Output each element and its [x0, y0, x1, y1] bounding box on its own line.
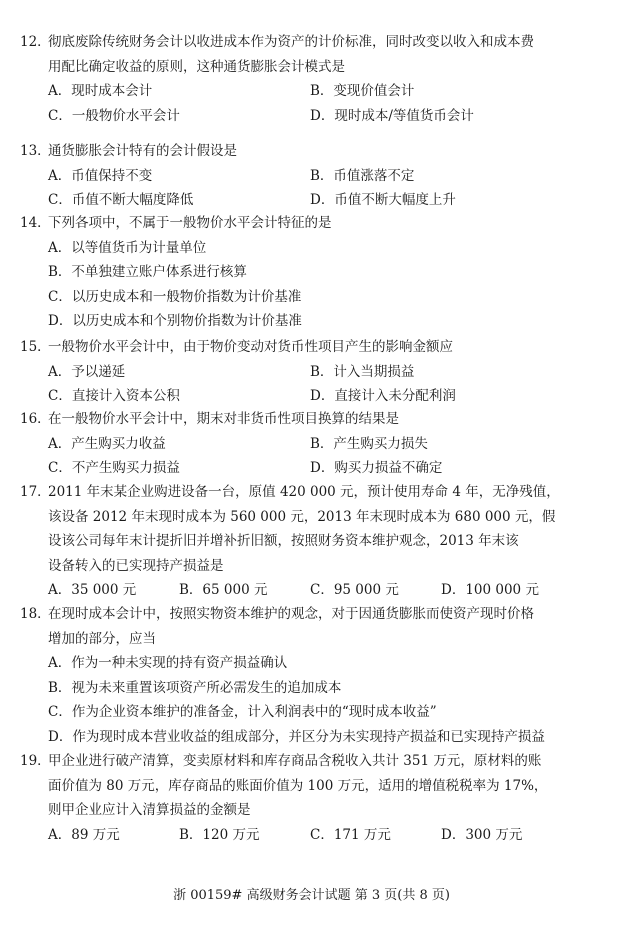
question-text: 设备转入的已实现持产损益是 [48, 557, 224, 574]
option-row [20, 725, 593, 750]
question-stem-continued [20, 798, 593, 823]
option-row [20, 432, 593, 457]
answer-option-d: D．直接计入未分配利润 [310, 388, 456, 404]
question-number: 14． [20, 215, 51, 231]
answer-option-c: C．一般物价水平会计 [48, 107, 180, 124]
answer-option-a: A．35 000 元 [48, 582, 137, 598]
answer-option-b: B．币值涨落不定 [310, 167, 415, 184]
question-number: 18． [20, 606, 51, 622]
question-text: 一般物价水平会计中，由于物价变动对货币性项目产生的影响金额应 [48, 339, 453, 355]
question-text: 面价值为 80 万元，库存商品的账面价值为 100 万元，适用的增值税税率为 17%， [48, 777, 548, 794]
answer-option-d: D．以历史成本和个别物价指数为计价基准 [48, 313, 302, 329]
question-text: 2011 年末某企业购进设备一台，原值 420 000 元，预计使用寿命 4 年，无净残值， [48, 484, 560, 500]
option-row [20, 79, 593, 104]
option-row [20, 823, 593, 848]
question-number: 19． [20, 753, 51, 769]
option-row [20, 360, 593, 385]
answer-option-c: C．171 万元 [310, 826, 391, 843]
option-row [20, 456, 593, 481]
question-stem-continued [20, 554, 593, 579]
answer-option-a: A．89 万元 [48, 826, 120, 843]
question-stem [20, 407, 593, 432]
answer-option-a: A．以等值货币为计量单位 [48, 239, 207, 256]
answer-option-d: D．购买力损益不确定 [310, 460, 443, 476]
question-text: 在一般物价水平会计中，期末对非货币性项目换算的结果是 [48, 411, 399, 427]
answer-option-b: B．不单独建立账户体系进行核算 [48, 264, 247, 280]
answer-option-a: A．现时成本会计 [48, 83, 153, 99]
answer-option-c: C．95 000 元 [310, 582, 399, 598]
option-row [20, 651, 593, 676]
question-text: 设该公司每年末计提折旧并增补折旧额，按照财务资本维护观念，2013 年末该 [48, 533, 519, 549]
answer-option-d: D．作为现时成本营业收益的组成部分，并区分为未实现持产损益和已实现持产损益 [48, 728, 545, 745]
option-row [20, 236, 593, 261]
answer-option-b: B．计入当期损益 [310, 363, 415, 380]
answer-option-b: B．变现价值会计 [310, 83, 415, 99]
answer-option-c: C．不产生购买力损益 [48, 460, 180, 476]
question-text: 在现时成本会计中，按照实物资本维护的观念，对于因通货膨胀而使资产现时价格 [48, 606, 534, 622]
question-stem-continued [20, 774, 593, 799]
answer-option-c: C．直接计入资本公积 [48, 388, 180, 404]
question-18 [20, 602, 593, 749]
answer-option-c: C．作为企业资本维护的准备金，计入利润表中的“现时成本收益” [48, 704, 437, 720]
answer-option-c: C．以历史成本和一般物价指数为计价基准 [48, 288, 302, 305]
answer-option-b: B．视为未来重置该项资产所必需发生的追加成本 [48, 679, 342, 696]
answer-option-d: D．300 万元 [441, 826, 523, 843]
question-13 [20, 139, 593, 213]
option-row [20, 188, 593, 213]
question-text: 该设备 2012 年末现时成本为 560 000 元，2013 年末现时成本为 680 000 元，假 [48, 508, 556, 525]
question-number: 12． [20, 34, 51, 50]
answer-option-c: C．币值不断大幅度降低 [48, 192, 194, 208]
question-text: 则甲企业应计入清算损益的金额是 [48, 802, 251, 818]
question-stem-continued [20, 627, 593, 652]
question-stem [20, 749, 593, 774]
question-stem [20, 211, 593, 236]
question-16 [20, 407, 593, 481]
answer-option-d: D．现时成本/等值货币会计 [310, 107, 474, 124]
question-stem [20, 602, 593, 627]
option-row [20, 285, 593, 310]
question-number: 16． [20, 411, 51, 427]
question-text: 甲企业进行破产清算，变卖原材料和库存商品含税收入共计 351 万元，原材料的账 [48, 753, 542, 769]
question-19 [20, 749, 593, 847]
question-15 [20, 335, 593, 409]
question-text: 下列各项中，不属于一般物价水平会计特征的是 [48, 215, 332, 231]
question-stem [20, 335, 593, 360]
answer-option-d: D．100 000 元 [441, 582, 539, 598]
option-row [20, 104, 593, 129]
answer-option-d: D．币值不断大幅度上升 [310, 192, 456, 208]
question-17 [20, 480, 593, 603]
question-number: 15． [20, 339, 51, 355]
question-12 [20, 30, 593, 128]
option-row [20, 578, 593, 603]
question-stem-continued [20, 55, 593, 80]
option-row [20, 384, 593, 409]
question-text: 通货膨胀会计特有的会计假设是 [48, 143, 237, 159]
option-row [20, 164, 593, 189]
question-text: 用配比确定收益的原则，这种通货膨胀会计模式是 [48, 58, 345, 75]
question-stem-continued [20, 505, 593, 530]
answer-option-a: A．作为一种未实现的持有资产损益确认 [48, 655, 288, 671]
answer-option-b: B．产生购买力损失 [310, 435, 428, 452]
question-14 [20, 211, 593, 334]
answer-option-a: A．予以递延 [48, 363, 126, 380]
option-row [20, 676, 593, 701]
option-row [20, 700, 593, 725]
question-stem [20, 30, 593, 55]
question-text: 彻底废除传统财务会计以收进成本作为资产的计价标准，同时改变以收入和成本费 [48, 34, 534, 50]
question-number: 17． [20, 484, 51, 500]
question-number: 13． [20, 143, 51, 159]
question-stem-continued [20, 529, 593, 554]
answer-option-a: A．币值保持不变 [48, 167, 153, 184]
answer-option-b: B．65 000 元 [179, 582, 268, 598]
option-row [20, 260, 593, 285]
question-stem [20, 139, 593, 164]
answer-option-a: A．产生购买力收益 [48, 435, 166, 452]
question-text: 增加的部分，应当 [48, 630, 156, 647]
page-footer: 浙 00159# 高级财务会计试题 第 3 页(共 8 页) [173, 888, 450, 903]
option-row [20, 309, 593, 334]
question-stem [20, 480, 593, 505]
answer-option-b: B．120 万元 [179, 826, 260, 843]
